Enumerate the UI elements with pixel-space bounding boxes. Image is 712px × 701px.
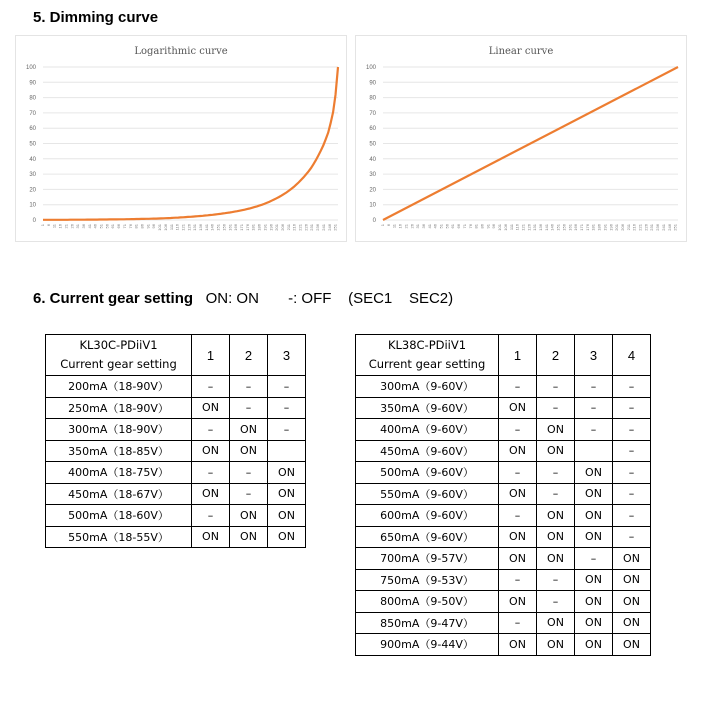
kl30c-gear-table (45, 334, 306, 548)
switch-state-cell: ON (230, 419, 268, 441)
switch-state-cell: ON (192, 483, 230, 505)
lin-chart-xtick: 221 (637, 224, 643, 231)
log-chart-xtick: 171 (239, 224, 245, 231)
log-chart-xtick: 106 (162, 224, 168, 231)
table-row (356, 483, 651, 505)
table-header-label (356, 335, 499, 376)
table-row (46, 376, 306, 398)
log-chart-xtick: 61 (110, 224, 116, 229)
current-setting-label: 350mA（18-85V） (46, 440, 192, 462)
lin-chart-xtick: 96 (491, 224, 497, 229)
switch-state-cell: – (575, 376, 613, 398)
switch-state-cell: – (575, 419, 613, 441)
lin-chart-xtick: 71 (461, 224, 467, 229)
switch-state-cell (268, 440, 306, 462)
switch-state-cell: – (192, 376, 230, 398)
switch-state-cell: ON (537, 612, 575, 634)
log-chart-ytick: 30 (29, 172, 36, 179)
lin-chart-xtick: 81 (473, 224, 479, 229)
switch-state-cell: ON (537, 505, 575, 527)
switch-column-header: 4 (613, 335, 651, 376)
switch-state-cell: ON (499, 483, 537, 505)
switch-state-cell: – (499, 462, 537, 484)
current-setting-label: 900mA（9-44V） (356, 634, 499, 656)
current-setting-label: 200mA（18-90V） (46, 376, 192, 398)
switch-column-header: 1 (192, 335, 230, 376)
log-chart-xtick: 166 (233, 224, 239, 231)
header-subtitle: Current gear setting (60, 357, 177, 371)
lin-chart-xtick: 201 (614, 224, 620, 231)
log-chart-xtick: 86 (139, 224, 145, 229)
switch-state-cell: ON (230, 526, 268, 548)
lin-chart-xtick: 171 (579, 224, 585, 231)
legend-on: ON: ON (205, 290, 259, 307)
switch-state-cell: – (613, 440, 651, 462)
lin-chart-xtick: 126 (526, 224, 532, 231)
table-row (46, 397, 306, 419)
lin-chart-xtick: 121 (520, 224, 526, 231)
lin-chart-xtick: 151 (555, 224, 561, 231)
lin-chart-xtick: 86 (479, 224, 485, 229)
log-chart-ytick: 0 (32, 218, 36, 224)
switch-state-cell: ON (499, 634, 537, 656)
switch-state-cell: ON (192, 440, 230, 462)
log-chart-xtick: 191 (262, 224, 268, 231)
log-chart-xtick: 231 (309, 224, 315, 231)
table-row (356, 548, 651, 570)
switch-state-cell: ON (192, 397, 230, 419)
switch-state-cell: – (613, 397, 651, 419)
lin-chart-xtick: 61 (450, 224, 456, 229)
switch-state-cell: – (613, 505, 651, 527)
switch-state-cell: – (537, 591, 575, 613)
log-chart-ytick: 40 (29, 156, 36, 163)
switch-column-header: 1 (499, 335, 537, 376)
current-setting-label: 700mA（9-57V） (356, 548, 499, 570)
switch-state-cell: ON (230, 440, 268, 462)
log-chart-ytick: 60 (29, 126, 36, 133)
lin-chart-ytick: 70 (369, 110, 376, 117)
logarithmic-chart-svg (16, 36, 346, 241)
lin-chart-xtick: 166 (573, 224, 579, 231)
linear-chart-svg (356, 36, 686, 241)
switch-state-cell: ON (268, 483, 306, 505)
switch-state-cell: ON (537, 419, 575, 441)
switch-state-cell: ON (268, 505, 306, 527)
current-setting-label: 850mA（9-47V） (356, 612, 499, 634)
current-setting-label: 500mA（9-60V） (356, 462, 499, 484)
lin-chart-xtick: 156 (561, 224, 567, 231)
lin-chart-title: Linear curve (488, 46, 554, 57)
lin-chart-xtick: 251 (672, 224, 678, 231)
log-chart-xtick: 116 (174, 224, 180, 231)
log-chart-xtick: 56 (104, 224, 110, 229)
switch-state-cell: ON (499, 526, 537, 548)
lin-chart-xtick: 11 (391, 224, 397, 229)
log-chart-xtick: 251 (332, 224, 338, 231)
switch-state-cell (575, 440, 613, 462)
log-chart-xtick: 76 (127, 224, 133, 229)
current-setting-label: 300mA（18-90V） (46, 419, 192, 441)
log-chart-ytick: 70 (29, 110, 36, 117)
lin-chart-xtick: 206 (619, 224, 625, 231)
switch-state-cell: – (268, 376, 306, 398)
switch-state-cell: – (537, 569, 575, 591)
log-chart-xtick: 226 (303, 224, 309, 231)
log-chart-xtick: 146 (209, 224, 215, 231)
switch-state-cell: – (613, 526, 651, 548)
switch-column-header: 3 (268, 335, 306, 376)
model-name: KL38C-PDiiV1 (387, 338, 467, 352)
log-chart-xtick: 21 (63, 224, 69, 229)
switch-state-cell: ON (499, 591, 537, 613)
lin-chart-xtick: 46 (432, 224, 438, 229)
lin-chart-xtick: 26 (409, 224, 415, 229)
switch-state-cell: – (268, 419, 306, 441)
switch-state-cell: ON (268, 462, 306, 484)
switch-column-header: 2 (230, 335, 268, 376)
current-setting-label: 400mA（9-60V） (356, 419, 499, 441)
log-chart-xtick: 241 (320, 224, 326, 231)
switch-state-cell: ON (575, 505, 613, 527)
log-chart-xtick: 66 (116, 224, 122, 229)
header-subtitle: Current gear setting (368, 357, 486, 371)
lin-chart-xtick: 241 (660, 224, 666, 231)
lin-chart-xtick: 21 (403, 224, 409, 229)
switch-state-cell: – (575, 548, 613, 570)
lin-chart-ytick: 20 (369, 187, 376, 194)
log-chart-xtick: 161 (227, 224, 233, 231)
current-setting-label: 450mA（9-60V） (356, 440, 499, 462)
switch-state-cell: – (268, 397, 306, 419)
switch-state-cell: ON (575, 591, 613, 613)
log-chart-xtick: 111 (168, 224, 174, 231)
switch-state-cell: – (499, 612, 537, 634)
table-row (356, 462, 651, 484)
lin-chart-xtick: 141 (543, 224, 549, 231)
table-row (356, 397, 651, 419)
lin-chart-xtick: 56 (444, 224, 450, 229)
table-row (356, 612, 651, 634)
switch-state-cell: ON (575, 634, 613, 656)
switch-state-cell: – (613, 376, 651, 398)
log-chart-ytick: 80 (29, 95, 36, 102)
current-setting-label: 650mA（9-60V） (356, 526, 499, 548)
lin-chart-ytick: 90 (369, 80, 376, 87)
lin-chart-xtick: 236 (655, 224, 661, 231)
switch-state-cell: – (613, 462, 651, 484)
logarithmic-chart (15, 35, 347, 242)
log-chart-xtick: 91 (145, 224, 151, 229)
switch-state-cell: – (499, 569, 537, 591)
log-chart-xtick: 36 (80, 224, 86, 229)
lin-chart-ytick: 0 (372, 218, 376, 224)
table-row (356, 419, 651, 441)
log-chart-xtick: 81 (133, 224, 139, 229)
table-row (356, 505, 651, 527)
switch-state-cell: – (230, 376, 268, 398)
section-6-title (33, 290, 453, 307)
log-chart-xtick: 216 (291, 224, 297, 231)
table-row (356, 634, 651, 656)
log-chart-xtick: 51 (98, 224, 104, 229)
table-row (46, 483, 306, 505)
current-setting-label: 550mA（18-55V） (46, 526, 192, 548)
switch-state-cell: ON (268, 526, 306, 548)
lin-chart-ytick: 30 (369, 172, 376, 179)
current-setting-label: 800mA（9-50V） (356, 591, 499, 613)
table-row (46, 419, 306, 441)
lin-chart-xtick: 101 (497, 224, 503, 231)
log-chart-xtick: 196 (268, 224, 274, 231)
lin-chart-xtick: 41 (426, 224, 432, 229)
lin-chart-xtick: 246 (666, 224, 672, 231)
section-5-title: 5. Dimming curve (33, 9, 159, 26)
log-chart-xtick: 181 (250, 224, 256, 231)
lin-chart-xtick: 191 (602, 224, 608, 231)
lin-chart-xtick: 106 (502, 224, 508, 231)
log-chart-xtick: 46 (92, 224, 98, 229)
log-chart-ytick: 20 (29, 187, 36, 194)
switch-state-cell: ON (537, 440, 575, 462)
switch-state-cell: ON (192, 526, 230, 548)
lin-chart-xtick: 161 (567, 224, 573, 231)
lin-chart-ytick: 40 (369, 156, 376, 163)
switch-state-cell: ON (613, 548, 651, 570)
kl38c-gear-table (355, 334, 651, 656)
switch-state-cell: ON (537, 526, 575, 548)
switch-state-cell: – (499, 376, 537, 398)
log-chart-xtick: 246 (326, 224, 332, 231)
switch-state-cell: ON (613, 591, 651, 613)
lin-chart-xtick: 76 (467, 224, 473, 229)
current-setting-label: 750mA（9-53V） (356, 569, 499, 591)
linear-chart (355, 35, 687, 242)
legend-sec: (SEC1 SEC2) (348, 290, 454, 307)
switch-state-cell: ON (575, 569, 613, 591)
lin-chart-xtick: 226 (643, 224, 649, 231)
log-chart-xtick: 141 (203, 224, 209, 231)
model-name: KL30C-PDiiV1 (79, 338, 158, 352)
lin-chart-xtick: 136 (538, 224, 544, 231)
log-chart-xtick: 206 (279, 224, 285, 231)
lin-chart-xtick: 91 (485, 224, 491, 229)
switch-state-cell: ON (499, 397, 537, 419)
current-setting-label: 350mA（9-60V） (356, 397, 499, 419)
switch-state-cell: ON (230, 505, 268, 527)
switch-state-cell: – (613, 419, 651, 441)
log-chart-xtick: 221 (297, 224, 303, 231)
table-row (356, 440, 651, 462)
switch-state-cell: – (192, 462, 230, 484)
lin-chart-xtick: 231 (649, 224, 655, 231)
switch-state-cell: – (499, 419, 537, 441)
log-chart-xtick: 71 (121, 224, 127, 229)
log-chart-xtick: 151 (215, 224, 221, 231)
lin-chart-xtick: 6 (385, 224, 391, 227)
table-row (46, 440, 306, 462)
current-setting-label: 600mA（9-60V） (356, 505, 499, 527)
lin-chart-xtick: 31 (415, 224, 421, 229)
switch-state-cell: – (230, 483, 268, 505)
table-header-label (46, 335, 192, 376)
switch-state-cell: ON (575, 483, 613, 505)
log-chart-xtick: 121 (180, 224, 186, 231)
log-chart-xtick: 101 (157, 224, 163, 231)
lin-chart-xtick: 186 (596, 224, 602, 231)
log-chart-xtick: 136 (198, 224, 204, 231)
lin-chart-ytick: 100 (365, 65, 376, 71)
switch-state-cell: ON (575, 462, 613, 484)
current-setting-label: 400mA（18-75V） (46, 462, 192, 484)
log-chart-xtick: 131 (192, 224, 198, 231)
switch-state-cell: – (537, 397, 575, 419)
table-row (46, 462, 306, 484)
switch-state-cell: – (537, 376, 575, 398)
log-chart-xtick: 201 (274, 224, 280, 231)
lin-chart-xtick: 176 (584, 224, 590, 231)
lin-chart-xtick: 1 (380, 224, 385, 227)
lin-chart-xtick: 216 (631, 224, 637, 231)
lin-chart-xtick: 211 (625, 224, 631, 231)
log-chart-xtick: 186 (256, 224, 262, 231)
switch-state-cell: ON (537, 548, 575, 570)
switch-column-header: 2 (537, 335, 575, 376)
lin-chart-xtick: 146 (549, 224, 555, 231)
switch-state-cell: ON (537, 634, 575, 656)
lin-chart-ytick: 60 (369, 126, 376, 133)
log-chart-xtick: 31 (75, 224, 81, 229)
log-chart-xtick: 26 (69, 224, 75, 229)
log-chart-xtick: 126 (186, 224, 192, 231)
switch-state-cell: – (192, 419, 230, 441)
lin-chart-xtick: 131 (532, 224, 538, 231)
lin-chart-xtick: 16 (397, 224, 403, 229)
current-setting-label: 250mA（18-90V） (46, 397, 192, 419)
lin-chart-ytick: 50 (369, 141, 376, 148)
log-chart-xtick: 11 (51, 224, 57, 229)
log-chart-ytick: 50 (29, 141, 36, 148)
log-chart-xtick: 16 (57, 224, 63, 229)
switch-state-cell: – (192, 505, 230, 527)
switch-state-cell: ON (575, 526, 613, 548)
switch-state-cell: ON (575, 612, 613, 634)
lin-chart-xtick: 51 (438, 224, 444, 229)
switch-state-cell: – (230, 462, 268, 484)
table-row (46, 526, 306, 548)
log-chart-xtick: 6 (45, 224, 51, 227)
lin-chart-xtick: 36 (420, 224, 426, 229)
lin-chart-xtick: 196 (608, 224, 614, 231)
lin-chart-xtick: 66 (456, 224, 462, 229)
switch-state-cell: ON (613, 634, 651, 656)
table-row (46, 505, 306, 527)
current-setting-label: 300mA（9-60V） (356, 376, 499, 398)
lin-chart-ytick: 80 (369, 95, 376, 102)
log-chart-xtick: 236 (315, 224, 321, 231)
switch-state-cell: – (230, 397, 268, 419)
legend-off: -: OFF (288, 290, 332, 307)
lin-chart-ytick: 10 (369, 202, 376, 209)
log-chart-ytick: 10 (29, 202, 36, 209)
switch-state-cell: ON (499, 440, 537, 462)
table-row (356, 591, 651, 613)
switch-state-cell: ON (613, 612, 651, 634)
switch-state-cell: – (537, 462, 575, 484)
switch-state-cell: – (499, 505, 537, 527)
log-chart-ytick: 100 (25, 65, 36, 71)
switch-state-cell: – (537, 483, 575, 505)
current-setting-label: 450mA（18-67V） (46, 483, 192, 505)
table-row (356, 569, 651, 591)
log-chart-xtick: 1 (40, 224, 45, 227)
switch-state-cell: – (575, 397, 613, 419)
log-chart-title: Logarithmic curve (134, 46, 228, 57)
section-6-heading: 6. Current gear setting (33, 290, 194, 307)
table-row (356, 376, 651, 398)
log-chart-xtick: 176 (244, 224, 250, 231)
switch-state-cell: – (613, 483, 651, 505)
current-setting-label: 500mA（18-60V） (46, 505, 192, 527)
switch-state-cell: ON (499, 548, 537, 570)
current-setting-label: 550mA（9-60V） (356, 483, 499, 505)
log-chart-ytick: 90 (29, 80, 36, 87)
log-chart-xtick: 156 (221, 224, 227, 231)
switch-column-header: 3 (575, 335, 613, 376)
table-row (356, 526, 651, 548)
log-chart-xtick: 96 (151, 224, 157, 229)
log-chart-xtick: 41 (86, 224, 92, 229)
switch-state-cell: ON (613, 569, 651, 591)
lin-chart-xtick: 181 (590, 224, 596, 231)
lin-chart-xtick: 111 (508, 224, 514, 231)
lin-chart-xtick: 116 (514, 224, 520, 231)
log-chart-xtick: 211 (285, 224, 291, 231)
